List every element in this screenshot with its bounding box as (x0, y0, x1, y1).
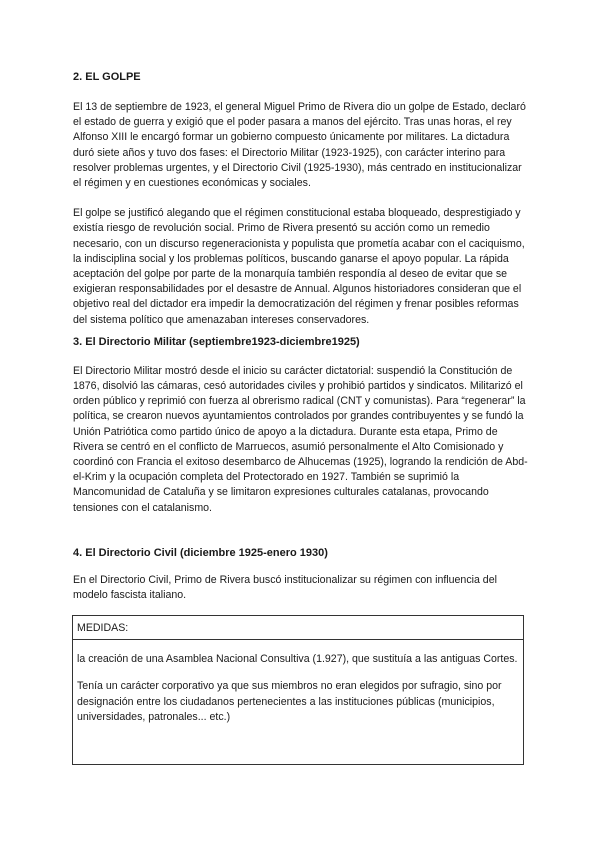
medidas-box-title: MEDIDAS: (73, 616, 523, 640)
paragraph-directorio-civil: En el Directorio Civil, Primo de Rivera buscó institucionalizar su régimen con influencia del modelo fascista italiano. (73, 573, 497, 602)
paragraph-golpe-2: El golpe se justificó alegando que el régimen constitucional estaba bloqueado, desprestigiado y existía riesgo de revolución social. Primo de Rivera presentó su acción como un remedio necesario, con un discurso regeneracionista y populista que prometía acabar con el caciquismo, la indisciplina social y los problemas políticos, buscando ganarse el apoyo popular. La rápida aceptación del golpe por parte de la monarquía también respondía al deseo de evitar que se exigieran responsabilidades por el desastre de Annual. Algunos historiadores consideran que el objetivo real del dictador era impedir la democratización del régimen y frenar posibles reformas del sistema político que amenazaban intereses conservadores. (73, 207, 525, 326)
document-page (73, 70, 528, 765)
section-heading-directorio-militar: 3. El Directorio Militar (septiembre1923-diciembre1925) (73, 335, 360, 348)
medidas-box (72, 615, 524, 765)
section-heading-directorio-civil: 4. El Directorio Civil (diciembre 1925-enero 1930) (73, 546, 328, 559)
medida-item: la creación de una Asamblea Nacional Consultiva (1.927), que sustituía a las antiguas Cortes. (77, 653, 518, 666)
medidas-box-body (73, 640, 523, 725)
paragraph-golpe-1: El 13 de septiembre de 1923, el general Miguel Primo de Rivera dio un golpe de Estado, declaró el estado de guerra y exigió que el poder pasara a manos del ejército. Tras unas horas, el rey Alfonso XIII le encargó formar un gobierno compuesto únicamente por militares. La dictadura duró siete años y tuvo dos fases: el Directorio Militar (1923-1925), con carácter interino para resolver problemas urgentes, y el Directorio Civil (1925-1930), más centrado en institucionalizar el régimen y en cuestiones económicas y sociales. (73, 101, 526, 190)
section-heading-golpe: 2. EL GOLPE (73, 71, 141, 83)
paragraph-directorio-militar: El Directorio Militar mostró desde el inicio su carácter dictatorial: suspendió la Constitución de 1876, disolvió las cámaras, cesó autoridades civiles y prohibió partidos y sindicatos. Militarizó el orden público y reprimió con fuerza al obrerismo radical (CNT y comunistas). Para “regenerar” la política, se crearon nuevos ayuntamientos controlados por grandes contribuyentes y se fundó la Unión Patriótica como partido único de apoyo a la dictadura. Durante esta etapa, Primo de Rivera se centró en el conflicto de Marruecos, asumió personalmente el Alto Comisionado y coordinó con Francia el exitoso desembarco de Alhucemas (1925), logrando la rendición de Abd-el-Krim y la ocupación completa del Protectorado en 1927. También se suprimió la Mancomunidad de Cataluña y se limitaron expresiones culturales catalanas, provocando tensiones con el catalanismo. (73, 364, 528, 514)
medida-item: Tenía un carácter corporativo ya que sus miembros no eran elegidos por sufragio, sino por designación entre los ciudadanos pertenecientes a las instituciones públicas (municipios, universidades, patronales... etc.) (77, 680, 502, 723)
